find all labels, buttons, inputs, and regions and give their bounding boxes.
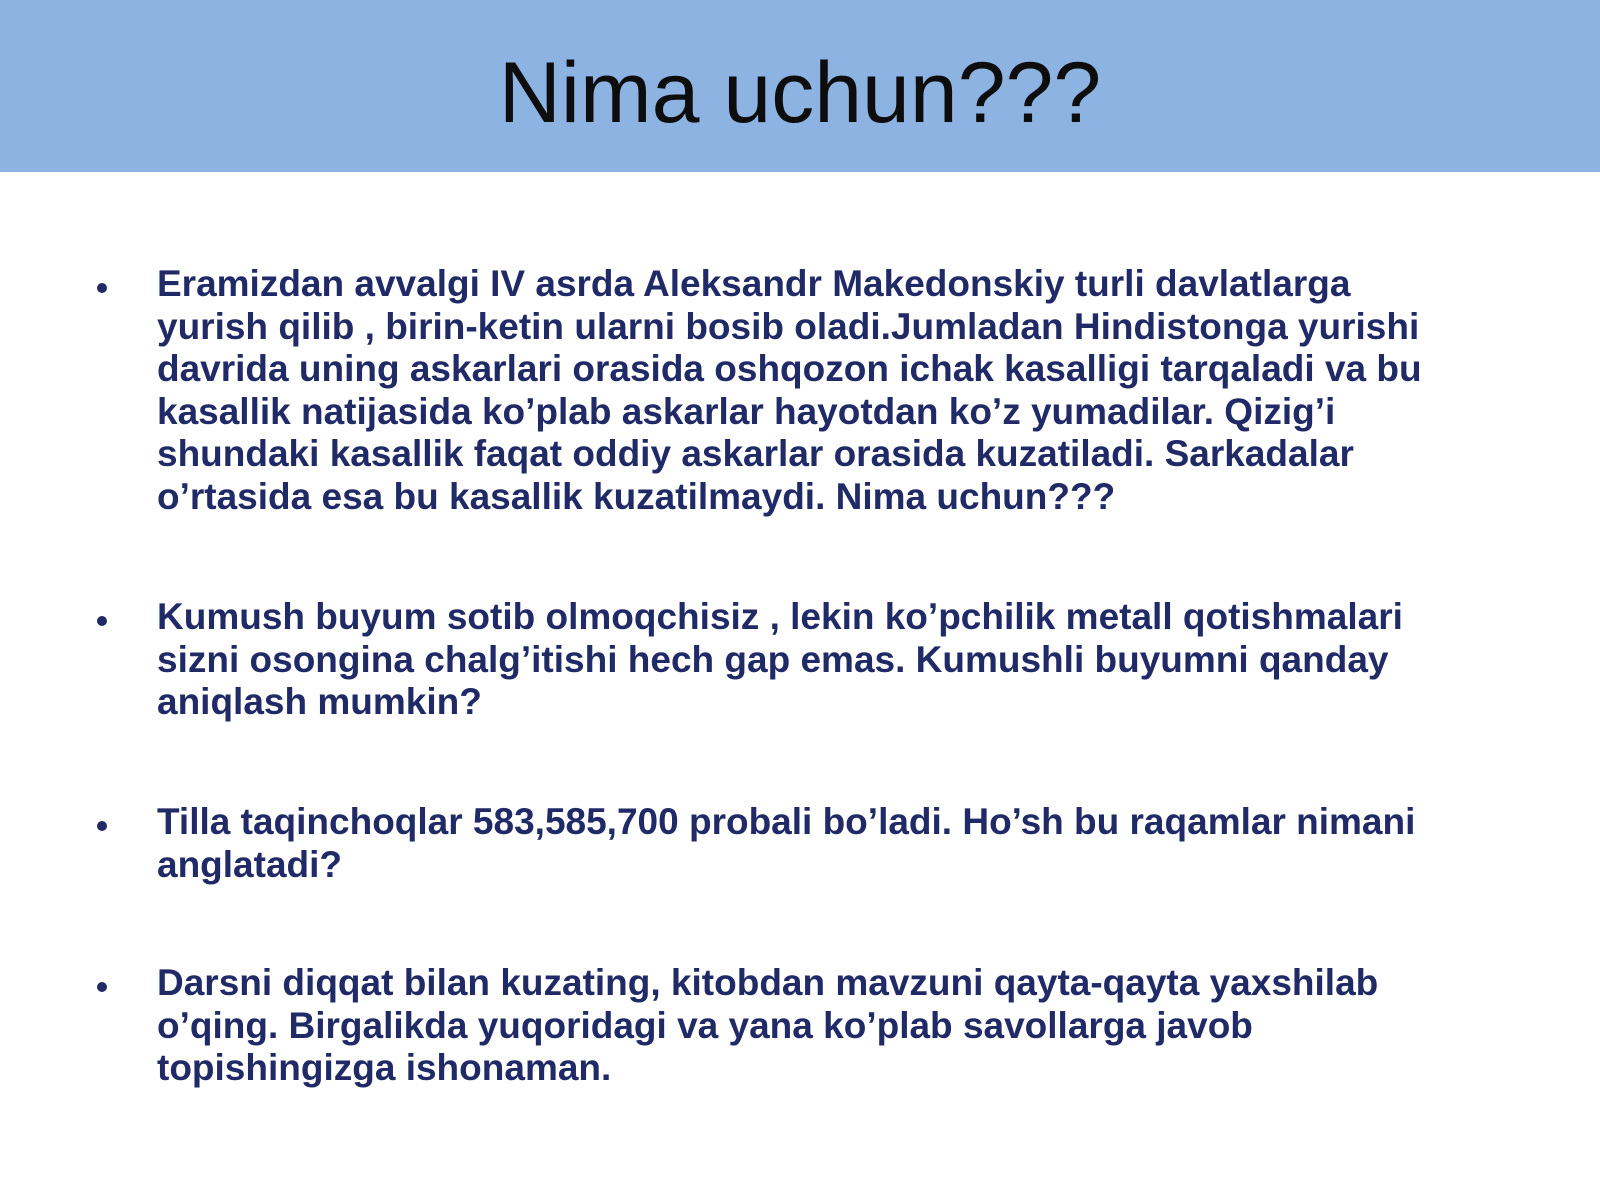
bullet-text: Kumush buyum sotib olmoqchisiz , lekin ko’pchilik metall qotishmalari sizni osongina chalg’itishi hech gap emas. Kumushli buyumni qanday aniqlash mumkin? bbox=[157, 596, 1403, 722]
bullet-dot-icon bbox=[97, 616, 107, 626]
slide-title: Nima uchun??? bbox=[498, 45, 1102, 141]
title-band bbox=[0, 0, 1600, 172]
bullet-dot-icon bbox=[97, 283, 107, 293]
bullet-text: Darsni diqqat bilan kuzating, kitobdan mavzuni qayta-qayta yaxshilab o’qing. Birgalikda yuqoridagi va yana ko’plab savollarga javob topishingizga ishonaman. bbox=[157, 962, 1379, 1088]
bullet-dot-icon bbox=[97, 982, 107, 992]
bullet-text: Eramizdan avvalgi IV asrda Aleksandr Makedonskiy turli davlatlarga yurish qilib , birin-ketin ularni bosib oladi.Jumladan Hindistonga yurishi davrida uning askarlari orasida oshqozon ichak kasalligi tarqaladi va bu kasallik natijasida ko’plab askarlar hayotdan ko’z yumadilar. Qizig’i shundaki kasallik faqat oddiy askarlar orasida kuzatiladi. Sarkadalar o’rtasida esa bu kasallik kuzatilmaydi. Nima uchun??? bbox=[157, 263, 1422, 517]
bullet-dot-icon bbox=[97, 821, 107, 831]
bullet-text: Tilla taqinchoqlar 583,585,700 probali bo’ladi. Ho’sh bu raqamlar nimani anglatadi? bbox=[157, 801, 1416, 885]
